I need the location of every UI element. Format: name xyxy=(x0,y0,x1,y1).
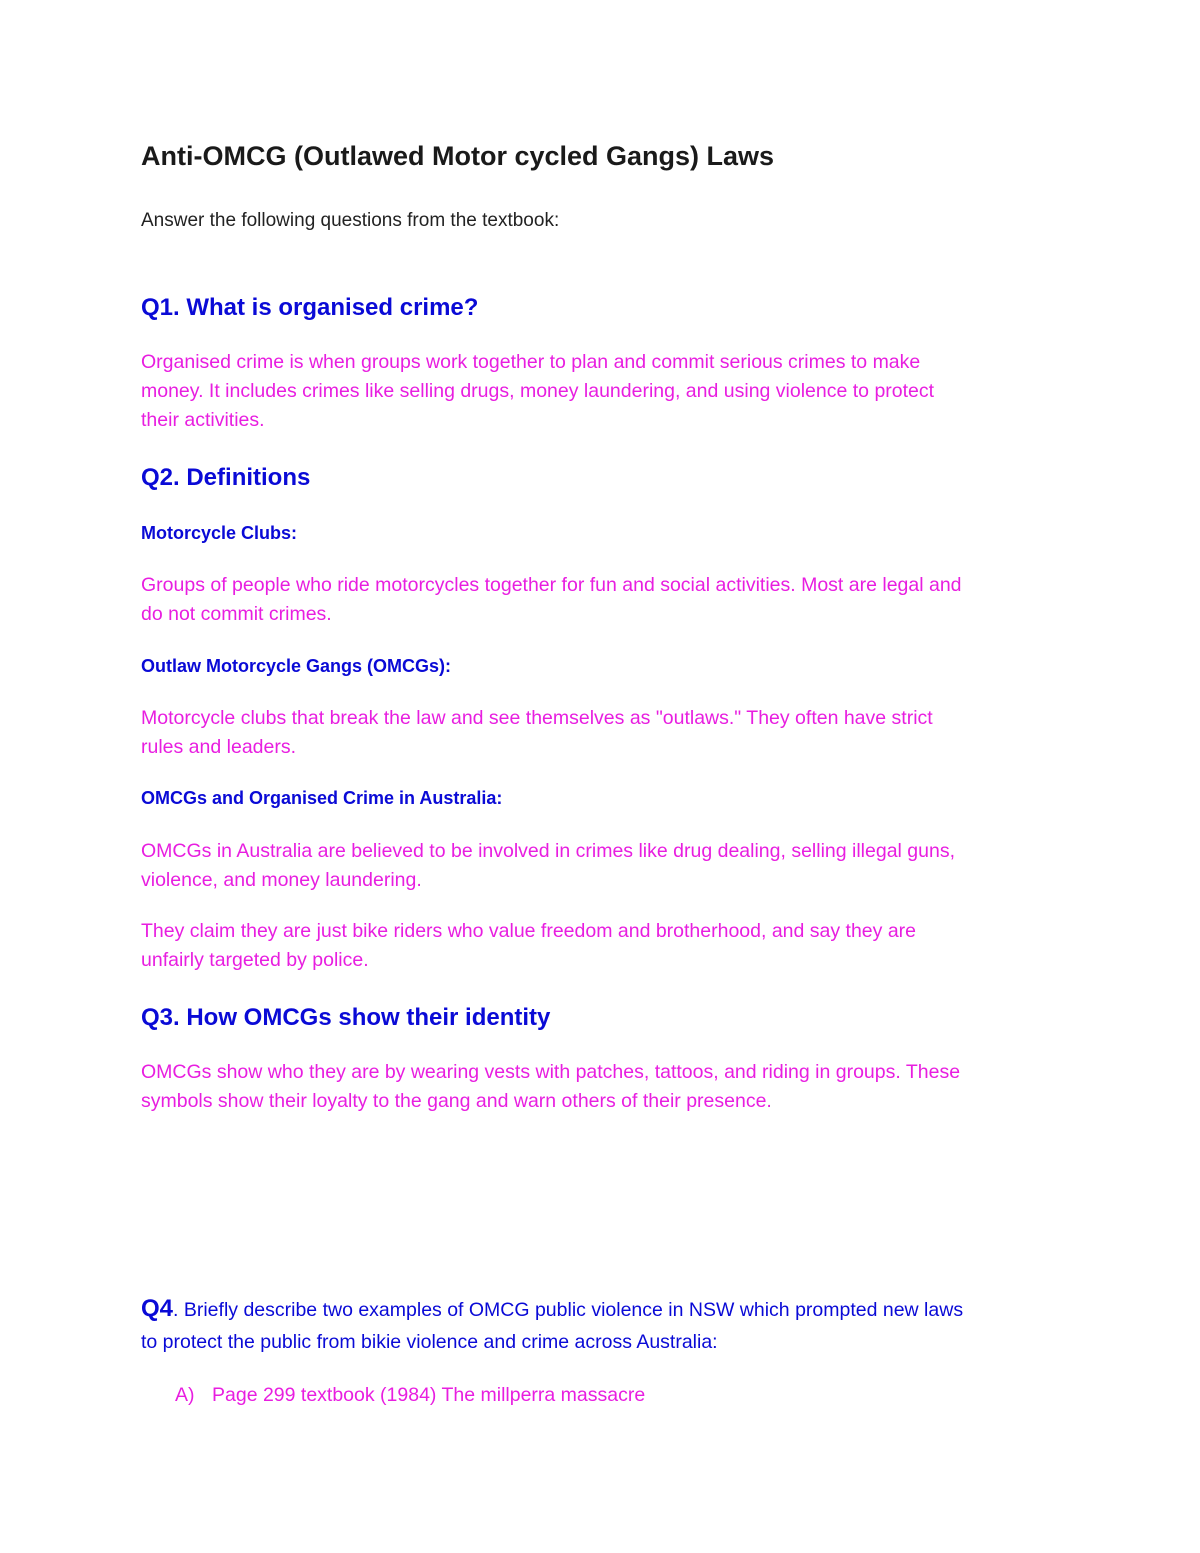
definition-line: Motorcycle clubs that break the law and see themselves as "outlaws." They often have strict xyxy=(141,707,933,729)
q2-definition-omcgs-claims xyxy=(141,917,1071,975)
definition-line: rules and leaders. xyxy=(141,736,297,758)
q1-answer-line: their activities. xyxy=(141,409,265,431)
q2-term-omcgs-organised-crime: OMCGs and Organised Crime in Australia: xyxy=(141,788,503,808)
definition-line: violence, and money laundering. xyxy=(141,869,422,891)
q4-prompt-line xyxy=(141,1293,1071,1326)
q3-answer xyxy=(141,1058,1071,1116)
q3-answer-line: OMCGs show who they are by wearing vests with patches, tattoos, and riding in groups. These xyxy=(141,1061,961,1083)
list-marker: A) xyxy=(175,1384,195,1406)
q2-term-motorcycle-clubs: Motorcycle Clubs: xyxy=(141,523,298,543)
q1-heading: Q1. What is organised crime? xyxy=(141,294,479,321)
q2-definition-motorcycle-clubs xyxy=(141,571,1071,629)
q1-answer-line: money. It includes crimes like selling drugs, money laundering, and using violence to protect xyxy=(141,380,935,402)
q4-item-text: Page 299 textbook (1984) The millperra massacre xyxy=(212,1384,646,1406)
q1-answer-line: Organised crime is when groups work together to plan and commit serious crimes to make xyxy=(141,351,921,373)
definition-line: Groups of people who ride motorcycles together for fun and social activities. Most are legal and xyxy=(141,574,962,596)
q2-definition-omcgs xyxy=(141,704,1071,762)
q4-prompt-text: . Briefly describe two examples of OMCG public violence in NSW which prompted new laws xyxy=(173,1299,964,1321)
q2-definition-omcgs-organised-crime xyxy=(141,837,1071,895)
intro-text: Answer the following questions from the textbook: xyxy=(141,210,560,231)
q4-prompt-line: to protect the public from bikie violence and crime across Australia: xyxy=(141,1331,718,1353)
q2-heading: Q2. Definitions xyxy=(141,464,311,491)
q1-answer xyxy=(141,348,1071,435)
definition-line: OMCGs in Australia are believed to be involved in crimes like drug dealing, selling illegal guns, xyxy=(141,840,956,862)
q3-answer-line: symbols show their loyalty to the gang and warn others of their presence. xyxy=(141,1090,772,1112)
q3-heading: Q3. How OMCGs show their identity xyxy=(141,1004,551,1031)
q4-number: Q4 xyxy=(141,1295,174,1322)
q4-prompt xyxy=(141,1293,1071,1358)
definition-line: unfairly targeted by police. xyxy=(141,949,369,971)
q4-list-item xyxy=(175,1384,645,1407)
definition-line: They claim they are just bike riders who value freedom and brotherhood, and say they are xyxy=(141,920,917,942)
definition-line: do not commit crimes. xyxy=(141,603,332,625)
q2-term-omcgs: Outlaw Motorcycle Gangs (OMCGs): xyxy=(141,656,452,676)
document-title: Anti-OMCG (Outlawed Motor cycled Gangs) Laws xyxy=(141,141,775,171)
